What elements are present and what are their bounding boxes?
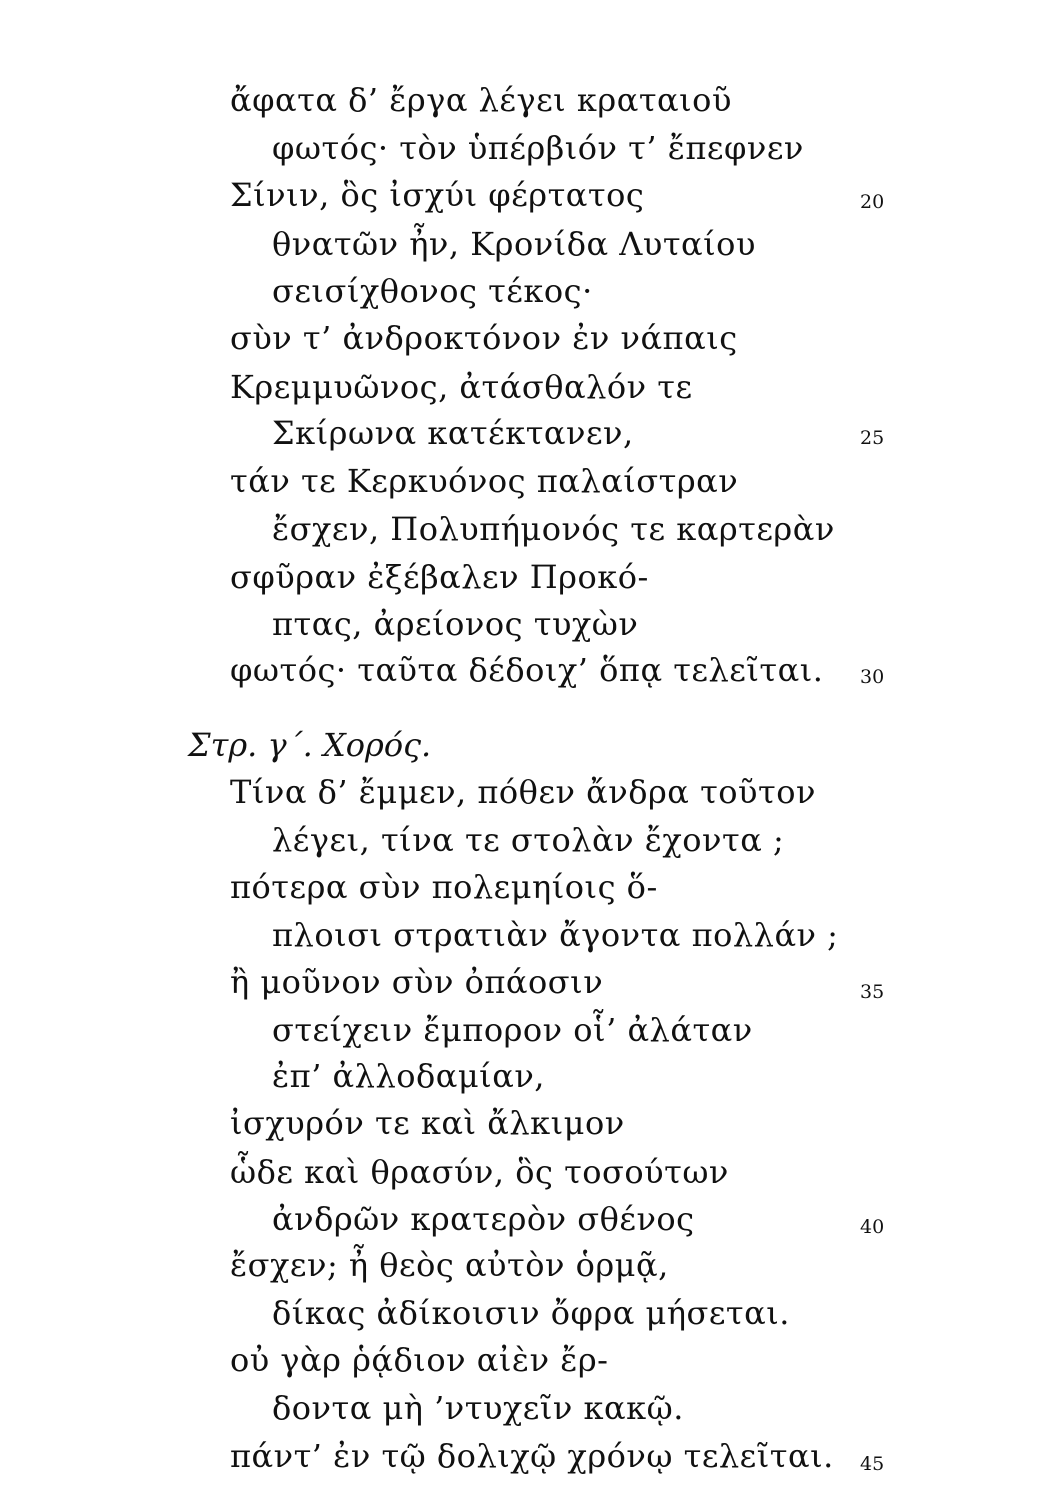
line-number: 45 bbox=[860, 1453, 885, 1475]
verse-line: λέγει, τίνα τε στολὰν ἔχοντα ; bbox=[272, 821, 785, 859]
verse-line: ἔσχεν; ἦ θεὸς αὐτὸν ὁρμᾷ, bbox=[230, 1246, 669, 1284]
line-number: 30 bbox=[860, 666, 885, 688]
verse-line: δίκας ἀδίκοισιν ὄφρα μήσεται. bbox=[272, 1294, 790, 1332]
verse-line: Σκίρωνα κατέκτανεν, bbox=[272, 414, 634, 452]
line-number: 40 bbox=[860, 1216, 885, 1238]
verse-line: ἐπ’ ἀλλοδαμίαν, bbox=[272, 1057, 545, 1095]
verse-line: ἀνδρῶν κρατερὸν σθένος bbox=[272, 1200, 695, 1238]
verse-line: φωτός· τὸν ὑπέρβιόν τ’ ἔπεφνεν bbox=[272, 129, 804, 167]
line-number: 25 bbox=[860, 427, 885, 449]
verse-line: στείχειν ἔμπορον οἷ’ ἀλάταν bbox=[272, 1011, 753, 1049]
verse-line: πτας, ἀρείονος τυχὼν bbox=[272, 605, 639, 643]
verse-line: οὐ γὰρ ῥᾴδιον αἰὲν ἔρ- bbox=[230, 1341, 609, 1379]
verse-line: ἰσχυρόν τε καὶ ἄλκιμον bbox=[230, 1104, 625, 1142]
verse-line: ὧδε καὶ θρασύν, ὃς τοσούτων bbox=[230, 1153, 729, 1191]
verse-line: φωτός· ταῦτα δέδοιχ’ ὅπᾳ τελεῖται. bbox=[230, 651, 824, 689]
section-heading: Στρ. γ΄. Χορός. bbox=[188, 726, 432, 764]
verse-line: ἢ μοῦνον σὺν ὀπάοσιν bbox=[230, 963, 604, 1001]
verse-line: Σίνιν, ὃς ἰσχύι φέρτατος bbox=[230, 176, 645, 214]
verse-line: πάντ’ ἐν τῷ δολιχῷ χρόνῳ τελεῖται. bbox=[230, 1437, 834, 1475]
verse-line: πότερα σὺν πολεμηίοις ὅ- bbox=[230, 868, 658, 906]
verse-line: τάν τε Κερκυόνος παλαίστραν bbox=[230, 462, 739, 500]
line-number: 20 bbox=[860, 191, 885, 213]
line-number: 35 bbox=[860, 981, 885, 1003]
verse-line: θνατῶν ἦν, Κρονίδα Λυταίου bbox=[272, 225, 756, 263]
verse-line: σὺν τ’ ἀνδροκτόνον ἐν νάπαις bbox=[230, 319, 738, 357]
verse-line: δοντα μὴ ’ντυχεῖν κακῷ. bbox=[272, 1389, 684, 1427]
verse-line: πλοισι στρατιὰν ἄγοντα πολλάν ; bbox=[272, 916, 839, 954]
verse-line: σφῦραν ἐξέβαλεν Προκό- bbox=[230, 558, 649, 596]
verse-line: Κρεμμυῶνος, ἀτάσθαλόν τε bbox=[230, 368, 693, 406]
verse-line: ἄφατα δ’ ἔργα λέγει κραταιοῦ bbox=[230, 81, 732, 119]
verse-line: σεισίχθονος τέκος· bbox=[272, 272, 593, 310]
verse-line: ἔσχεν, Πολυπήμονός τε καρτερὰν bbox=[272, 510, 835, 548]
verse-line: Τίνα δ’ ἔμμεν, πόθεν ἄνδρα τοῦτον bbox=[230, 773, 816, 811]
